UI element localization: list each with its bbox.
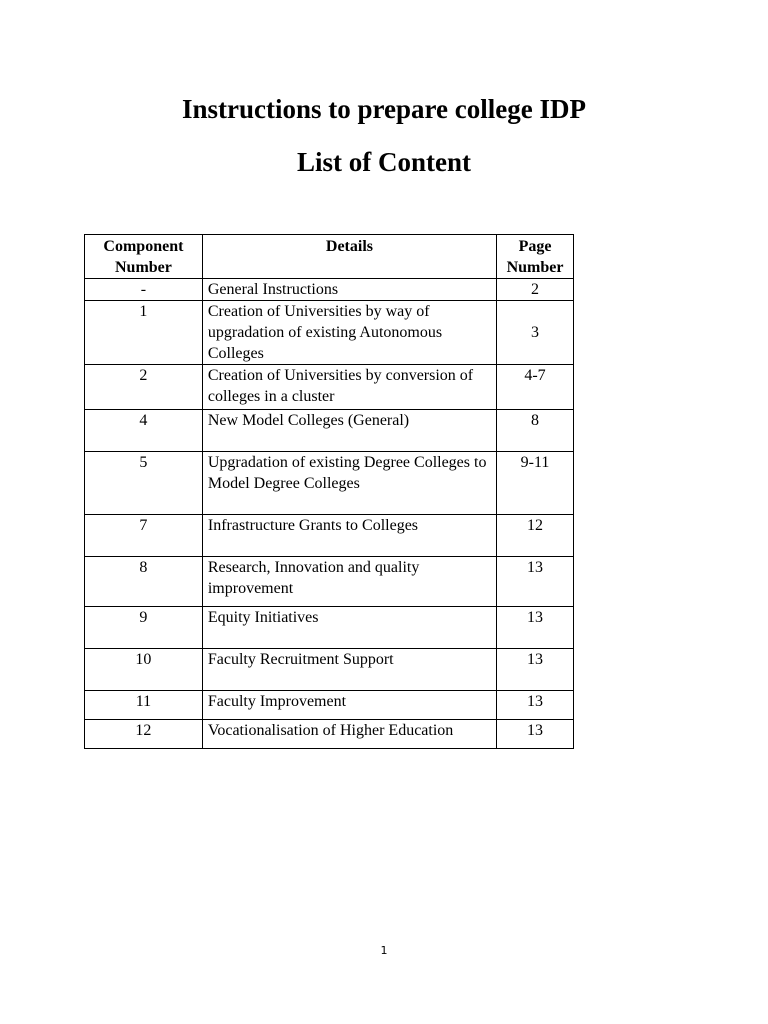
row-page: 13	[497, 691, 574, 720]
table-row	[85, 649, 574, 691]
row-page: 13	[497, 557, 574, 607]
table-row	[85, 607, 574, 649]
table-row	[85, 301, 574, 365]
document-title: Instructions to prepare college IDP	[182, 94, 586, 124]
row-page: 9-11	[497, 452, 574, 515]
row-page: 2	[497, 279, 574, 301]
row-page: 13	[497, 607, 574, 649]
table-row	[85, 279, 574, 301]
row-component: -	[85, 279, 203, 301]
table-row	[85, 720, 574, 749]
row-details: Research, Innovation and quality improvement	[202, 557, 496, 607]
row-component: 11	[85, 691, 203, 720]
row-details: Upgradation of existing Degree Colleges to Model Degree Colleges	[202, 452, 496, 515]
table-row	[85, 691, 574, 720]
row-component: 5	[85, 452, 203, 515]
row-page: 4-7	[497, 365, 574, 410]
document-subtitle: List of Content	[297, 147, 471, 177]
table-header-row	[85, 235, 574, 279]
table-row	[85, 365, 574, 410]
row-details: Creation of Universities by conversion of colleges in a cluster	[202, 365, 496, 410]
table-row	[85, 557, 574, 607]
table-row	[85, 515, 574, 557]
row-component: 12	[85, 720, 203, 749]
row-component: 2	[85, 365, 203, 410]
row-details: General Instructions	[202, 279, 496, 301]
header-component-number: Component Number	[85, 235, 203, 279]
row-details: New Model Colleges (General)	[202, 410, 496, 452]
row-page: 13	[497, 720, 574, 749]
row-details: Faculty Improvement	[202, 691, 496, 720]
row-component: 8	[85, 557, 203, 607]
row-details: Equity Initiatives	[202, 607, 496, 649]
row-component: 7	[85, 515, 203, 557]
row-details: Infrastructure Grants to Colleges	[202, 515, 496, 557]
row-component: 9	[85, 607, 203, 649]
header-page-number: Page Number	[497, 235, 574, 279]
row-component: 10	[85, 649, 203, 691]
row-page: 12	[497, 515, 574, 557]
contents-table	[84, 234, 574, 749]
table-row	[85, 452, 574, 515]
row-page: 13	[497, 649, 574, 691]
row-component: 4	[85, 410, 203, 452]
row-details: Vocationalisation of Higher Education	[202, 720, 496, 749]
table-row	[85, 410, 574, 452]
row-page: 3	[497, 301, 574, 365]
header-details: Details	[202, 235, 496, 279]
row-details: Faculty Recruitment Support	[202, 649, 496, 691]
row-page: 8	[497, 410, 574, 452]
page-number: 1	[380, 944, 388, 957]
row-details: Creation of Universities by way of upgradation of existing Autonomous Colleges	[202, 301, 496, 365]
row-component: 1	[85, 301, 203, 365]
